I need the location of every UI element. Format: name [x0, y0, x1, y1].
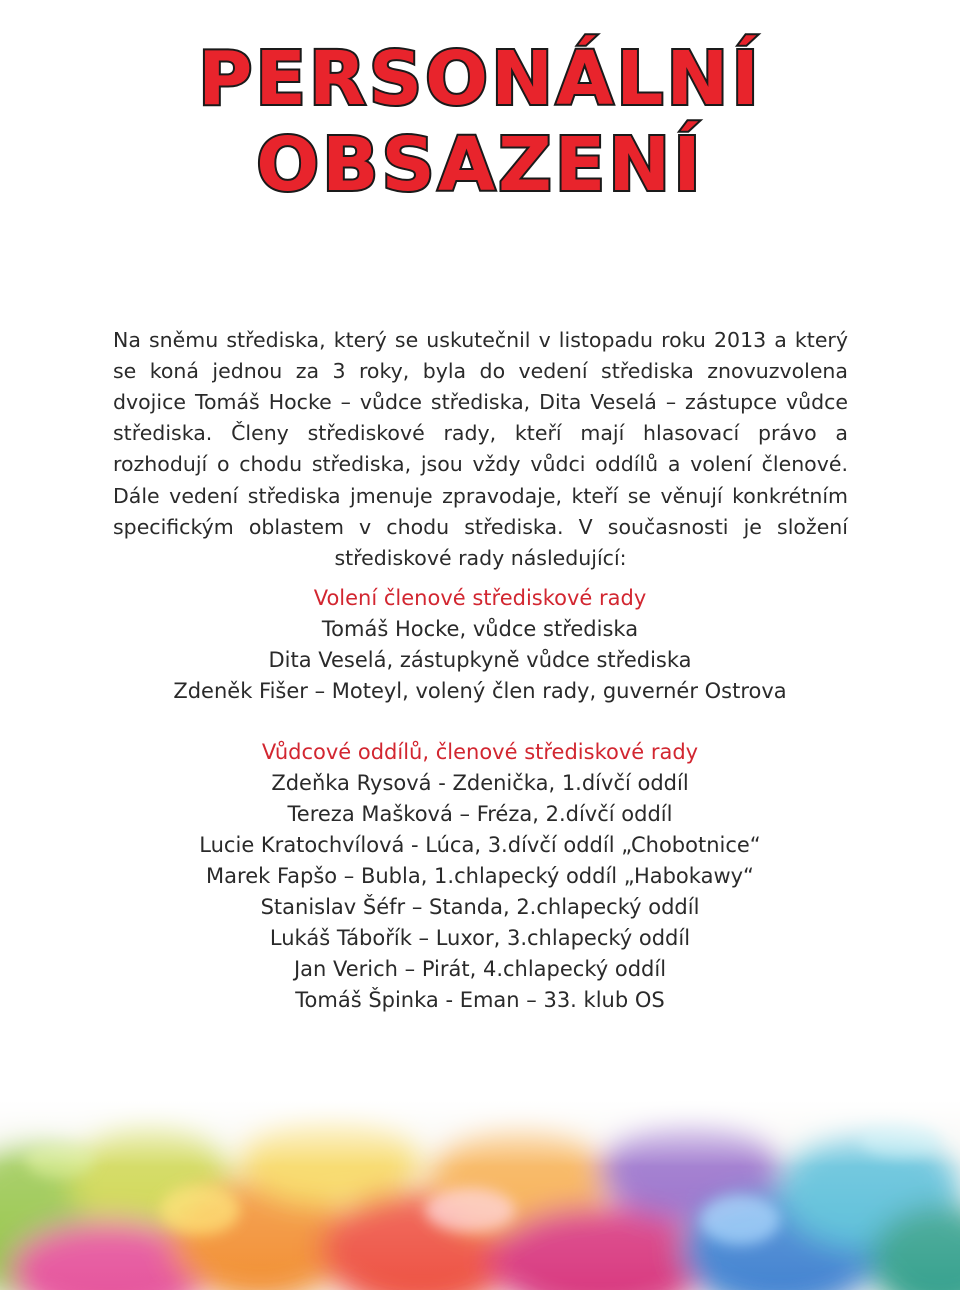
member-line: Marek Fapšo – Bubla, 1.chlapecký oddíl „Habokawy“ — [206, 864, 754, 888]
member-line: Jan Verich – Pirát, 4.chlapecký oddíl — [293, 957, 667, 981]
member-line: Lucie Kratochvílová - Lúca, 3.dívčí oddíl „Chobotnice“ — [199, 833, 761, 857]
member-line: Zdeňka Rysová - Zdenička, 1.dívčí oddíl — [271, 771, 689, 795]
intro-paragraph: Na sněmu střediska, který se uskutečnil v listopadu roku 2013 a který se koná jednou za 3 roky, byla do vedení střediska znovuzvolena dvojice Tomáš Hocke – vůdce střediska, Dita Veselá – zástupce vůdce střediska. Členy střediskové rady, kteří mají hlasovací právo a rozhodují o chodu střediska, jsou vždy vůdci oddílů a volení členové. Dále vedení střediska jmenuje zpravodaje, kteří se věnují konkrétním specifickým oblastem v chodu střediska. V současnosti je složení střediskové rady následující: — [113, 327, 848, 570]
member-line: Lukáš Tábořík – Luxor, 3.chlapecký oddíl — [269, 926, 691, 950]
watercolor-decoration — [0, 1100, 960, 1290]
member-line: Tomáš Špinka - Eman – 33. klub OS — [295, 988, 665, 1012]
section-heading: Vůdcové oddílů, členové střediskové rady — [261, 740, 699, 764]
member-line: Zdeněk Fišer – Moteyl, volený člen rady, guvernér Ostrova — [173, 679, 787, 703]
member-line: Tereza Mašková – Fréza, 2.dívčí oddíl — [287, 802, 673, 826]
elected-members-section — [0, 583, 960, 707]
page-title-line-2: OBSAZENÍ — [256, 122, 704, 208]
watercolor-rainbow-band — [0, 1100, 960, 1290]
member-line: Dita Veselá, zástupkyně vůdce střediska — [268, 648, 692, 672]
section-heading: Volení členové střediskové rady — [313, 586, 647, 610]
member-line: Stanislav Šéfr – Standa, 2.chlapecký oddíl — [260, 895, 700, 919]
unit-leaders-section — [0, 737, 960, 1016]
member-line: Tomáš Hocke, vůdce střediska — [321, 617, 639, 641]
page-title-line-1: PERSONÁLNÍ — [198, 36, 762, 122]
